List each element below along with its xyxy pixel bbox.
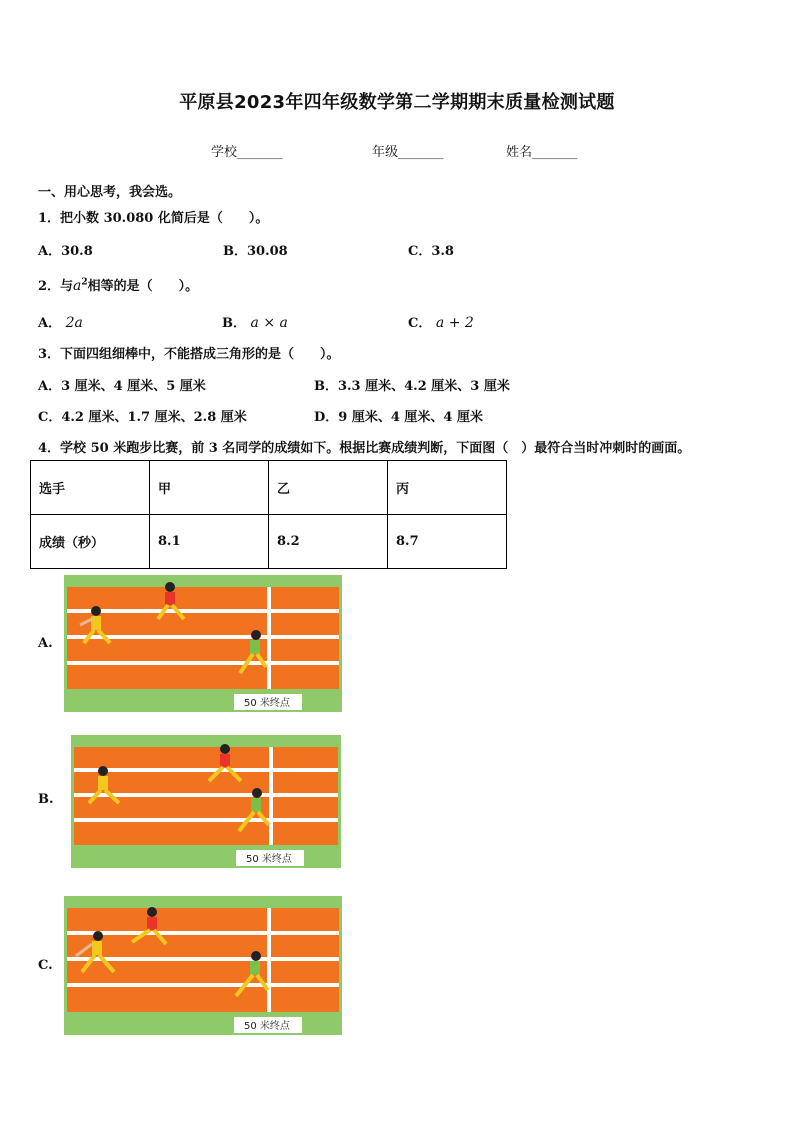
question-1: 1．把小数 30.080 化简后是（ ）。 [38, 211, 269, 226]
table-cell: 选手 [31, 461, 150, 515]
school-field: 学校_______ [211, 145, 283, 160]
q4-option-c-label: C. [38, 958, 53, 973]
q3-option-a: A．3 厘米、4 厘米、5 厘米 [38, 379, 206, 394]
q2-option-b-math: a × a [250, 315, 288, 331]
race-picture-a [64, 575, 342, 712]
q1-option-b: B．30.08 [223, 244, 288, 259]
q2-option-a: A． 2a [38, 315, 83, 331]
table-cell: 8.7 [388, 515, 507, 569]
q2-exponent: 2 [81, 277, 88, 288]
question-3: 3．下面四组细棒中，不能搭成三角形的是（ ）。 [38, 347, 340, 362]
q3-option-d: D．9 厘米、4 厘米、4 厘米 [314, 410, 483, 425]
table-cell: 乙 [269, 461, 388, 515]
table-cell: 丙 [388, 461, 507, 515]
table-cell: 成绩（秒） [31, 515, 150, 569]
page-title: 平原县2023年四年级数学第二学期期末质量检测试题 [179, 92, 615, 113]
question-4: 4．学校 50 米跑步比赛，前 3 名同学的成绩如下。根据比赛成绩判断，下面图（ ）最符合当时冲刺时的画面。 [38, 441, 691, 456]
q4-option-b-label: B. [38, 792, 54, 807]
q1-option-c: C．3.8 [408, 244, 454, 259]
q1-option-a: A．30.8 [38, 244, 93, 259]
grade-field: 年级_______ [372, 145, 444, 160]
q3-option-c: C．4.2 厘米、1.7 厘米、2.8 厘米 [38, 410, 247, 425]
q2-suffix: 相等的是（ ）。 [87, 279, 199, 294]
q2-option-b: B． a × a [222, 315, 288, 331]
q3-option-b: B．3.3 厘米、4.2 厘米、3 厘米 [314, 379, 510, 394]
q2-base: a [73, 278, 82, 294]
finish-label: 50 米终点 [244, 1021, 290, 1032]
table-cell: 甲 [150, 461, 269, 515]
table-row [31, 461, 507, 515]
q2-option-c-math: a + 2 [435, 315, 474, 331]
finish-label: 50 米终点 [244, 698, 290, 709]
table-row [31, 515, 507, 569]
race-picture-b [71, 735, 341, 868]
table-cell: 8.1 [150, 515, 269, 569]
table-cell: 8.2 [269, 515, 388, 569]
name-field: 姓名_______ [506, 145, 578, 160]
q2-option-a-math: 2a [65, 315, 83, 331]
finish-label: 50 米终点 [246, 854, 292, 865]
q4-option-a-label: A. [38, 636, 53, 651]
race-picture-c [64, 896, 342, 1035]
score-table [30, 460, 507, 569]
section-heading: 一、用心思考，我会选。 [38, 185, 182, 200]
q2-prefix: 2．与 [38, 279, 74, 294]
q2-option-c: C． a + 2 [408, 315, 474, 331]
question-2 [38, 275, 198, 294]
